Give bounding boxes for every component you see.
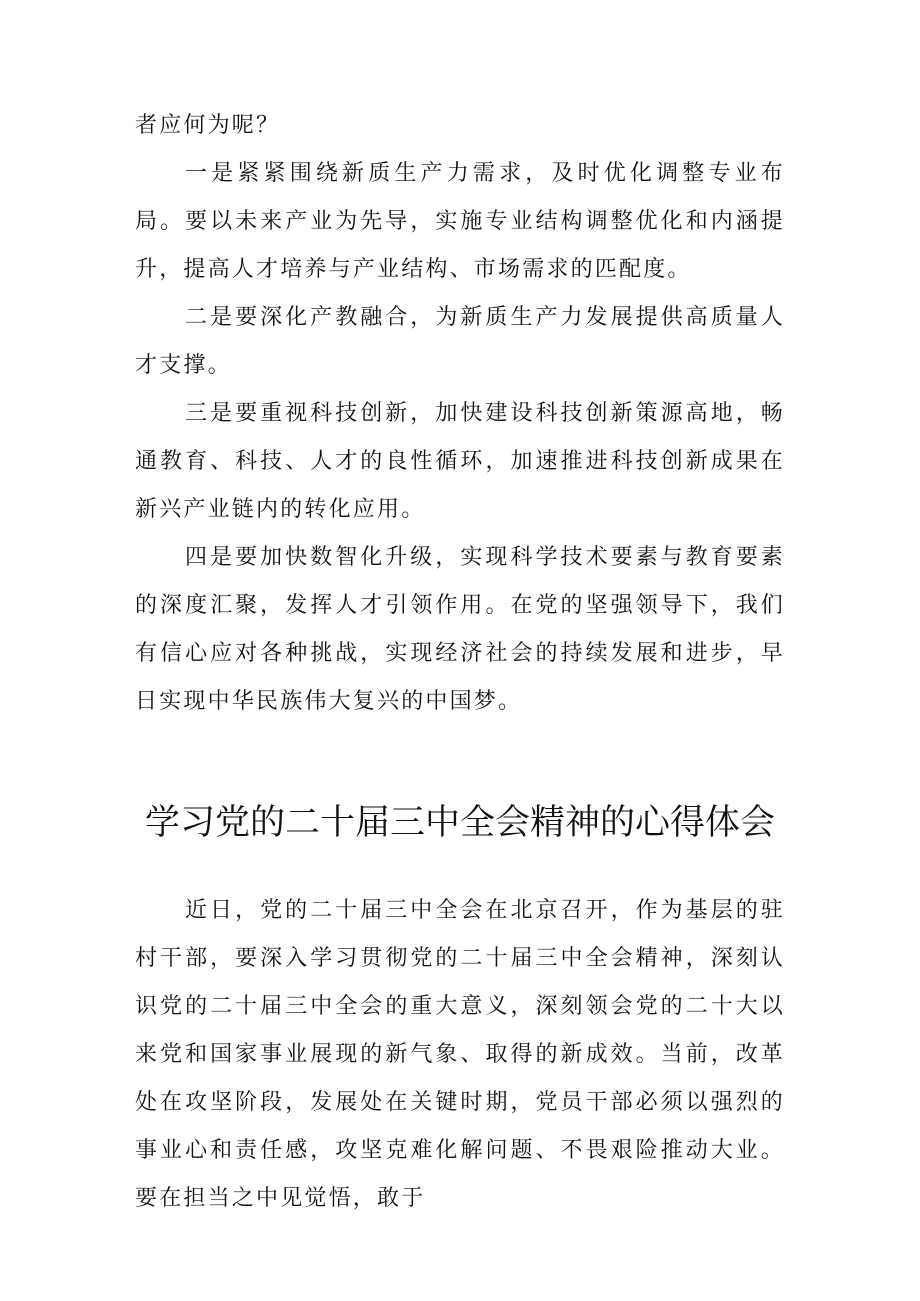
section-title: 学习党的二十届三中全会精神的心得体会 [144,803,775,843]
point-four-paragraph: 四是要加快数智化升级，实现科学技术要素与教育要素的深度汇聚，发挥人才引领作用。在党的坚强领导下，我们有信心应对各种挑战，实现经济社会的持续发展和进步，早日实现中华民族伟大复兴的中国梦。 [135,545,785,714]
continuation-text: 者应何为呢？ [135,113,281,138]
point-one-paragraph: 一是紧紧围绕新质生产力需求，及时优化调整专业布局。要以未来产业为先导，实施专业结构调整优化和内涵提升，提高人才培养与产业结构、市场需求的匹配度。 [135,161,785,282]
point-three-paragraph: 三是要重视科技创新，加快建设科技创新策源高地，畅通教育、科技、人才的良性循环，加速推进科技创新成果在新兴产业链内的转化应用。 [135,401,785,522]
section-body-paragraph: 近日，党的二十届三中全会在北京召开，作为基层的驻村干部，要深入学习贯彻党的二十届三中全会精神，深刻认识党的二十届三中全会的重大意义，深刻领会党的二十大以来党和国家事业展现的新气象、取得的新成效。当前，改革处在攻坚阶段，发展处在关键时期，党员干部必须以强烈的事业心和责任感，攻坚克难化解问题、不畏艰险推动大业。要在担当之中见觉悟，敢于 [135,898,785,1211]
point-two-paragraph: 二是要深化产教融合，为新质生产力发展提供高质量人才支撑。 [135,305,785,378]
